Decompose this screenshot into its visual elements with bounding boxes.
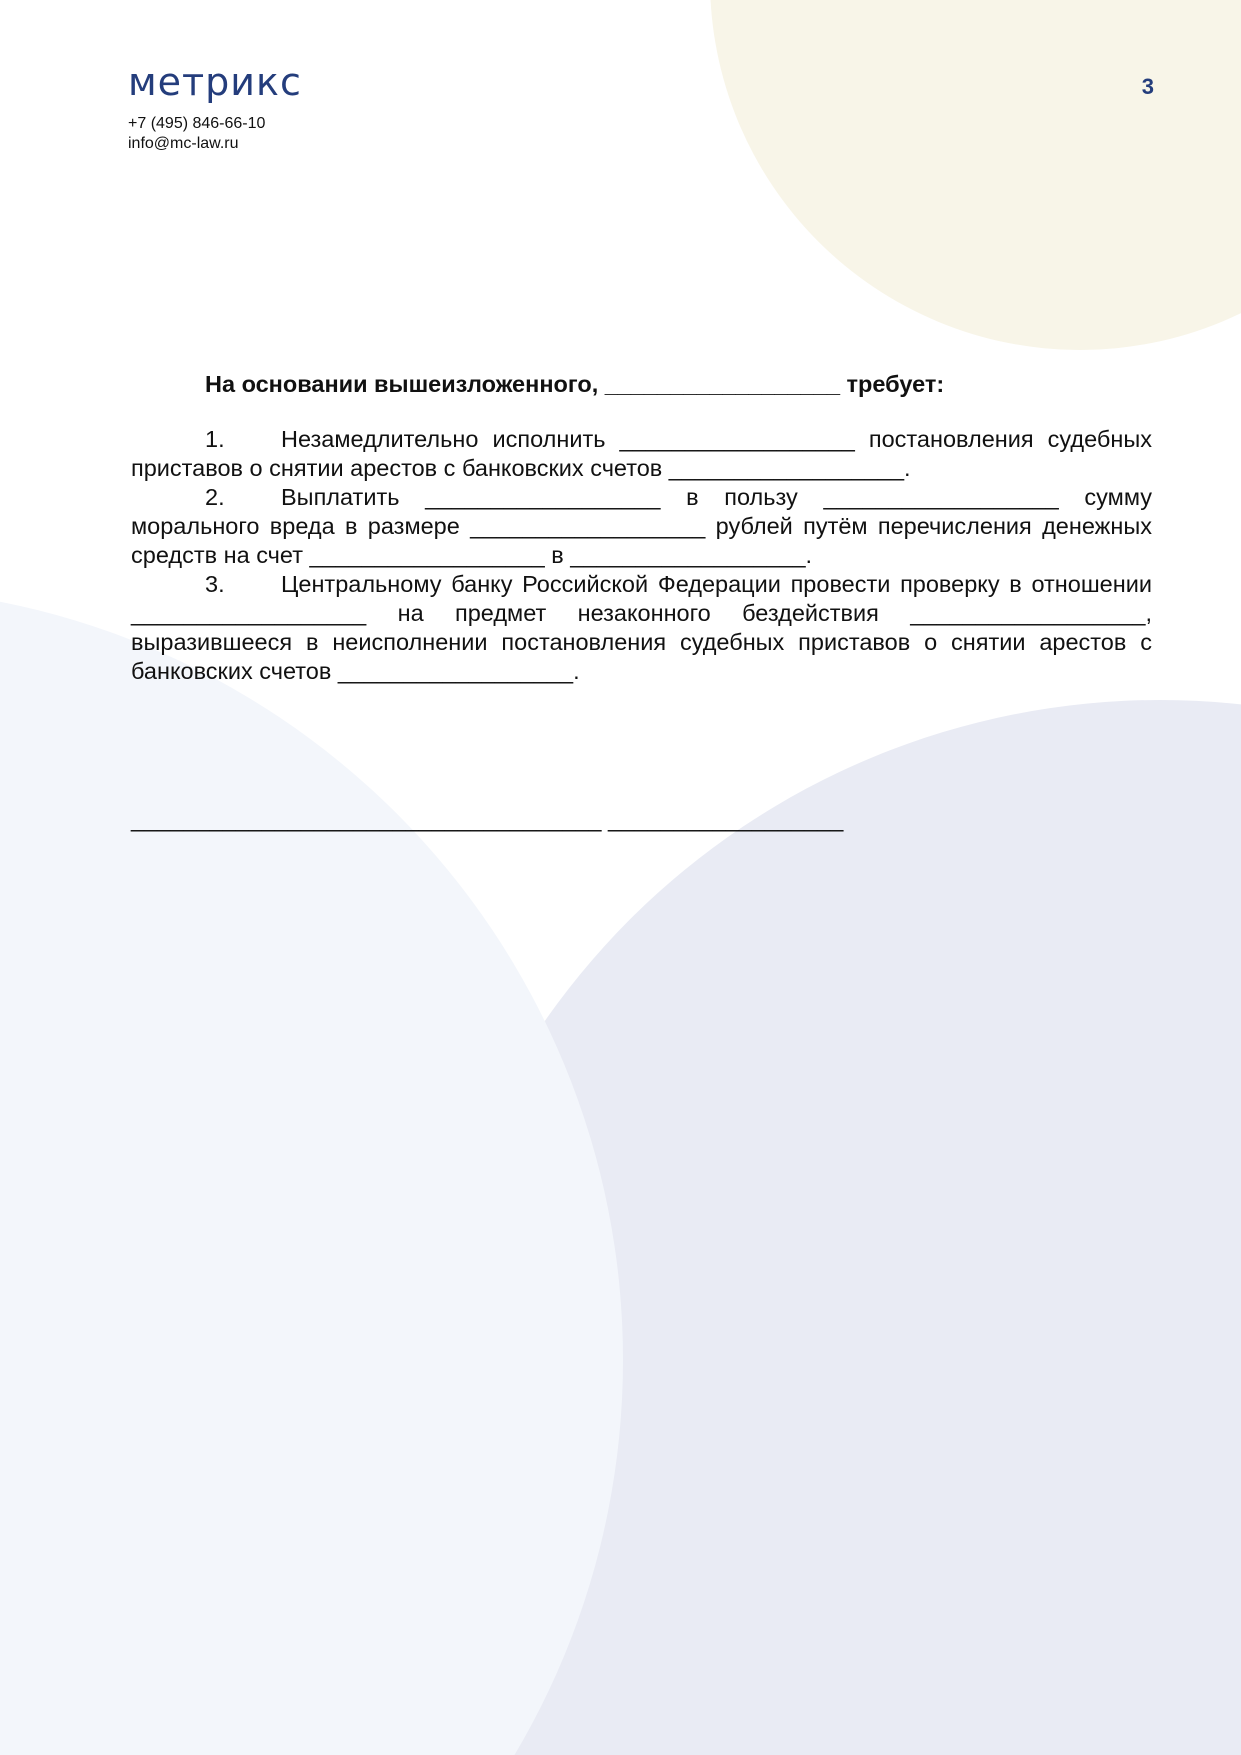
demand-item-2	[131, 483, 1152, 570]
item-number: 1.	[205, 426, 225, 452]
contact-email: info@mc-law.ru	[128, 135, 239, 152]
demand-item-3	[131, 570, 1152, 686]
signature-line: ____________________________________ __________________	[131, 806, 844, 832]
bg-light-blue-circle	[0, 587, 623, 1755]
item-text: Центральному банку Российской Федерации провести проверку в отношении __________________ на предмет незаконного бездействия __________________, выразившееся в неисполнении постановления судебных приставов о снятии арестов с банковских счетов __________________.	[131, 571, 1152, 684]
bg-cream-circle	[710, 0, 1241, 350]
item-number: 3.	[205, 571, 225, 597]
document-body	[131, 370, 1152, 686]
item-text: Незамедлительно исполнить __________________ постановления судебных приставов о снятии арестов с банковских счетов __________________.	[131, 426, 1152, 481]
letterhead	[128, 62, 302, 154]
company-logo: метрикс	[128, 60, 302, 104]
demand-heading: На основании вышеизложенного, __________________ требует:	[205, 371, 945, 397]
demand-item-1	[131, 425, 1152, 483]
item-number: 2.	[205, 484, 225, 510]
item-text: Выплатить __________________ в пользу __________________ сумму морального вреда в размере __________________ рублей путём перечисления денежных средств на счет __________________ в __________________.	[131, 484, 1152, 568]
contact-phone: +7 (495) 846-66-10	[128, 115, 266, 132]
page-number: 3	[1141, 74, 1154, 99]
